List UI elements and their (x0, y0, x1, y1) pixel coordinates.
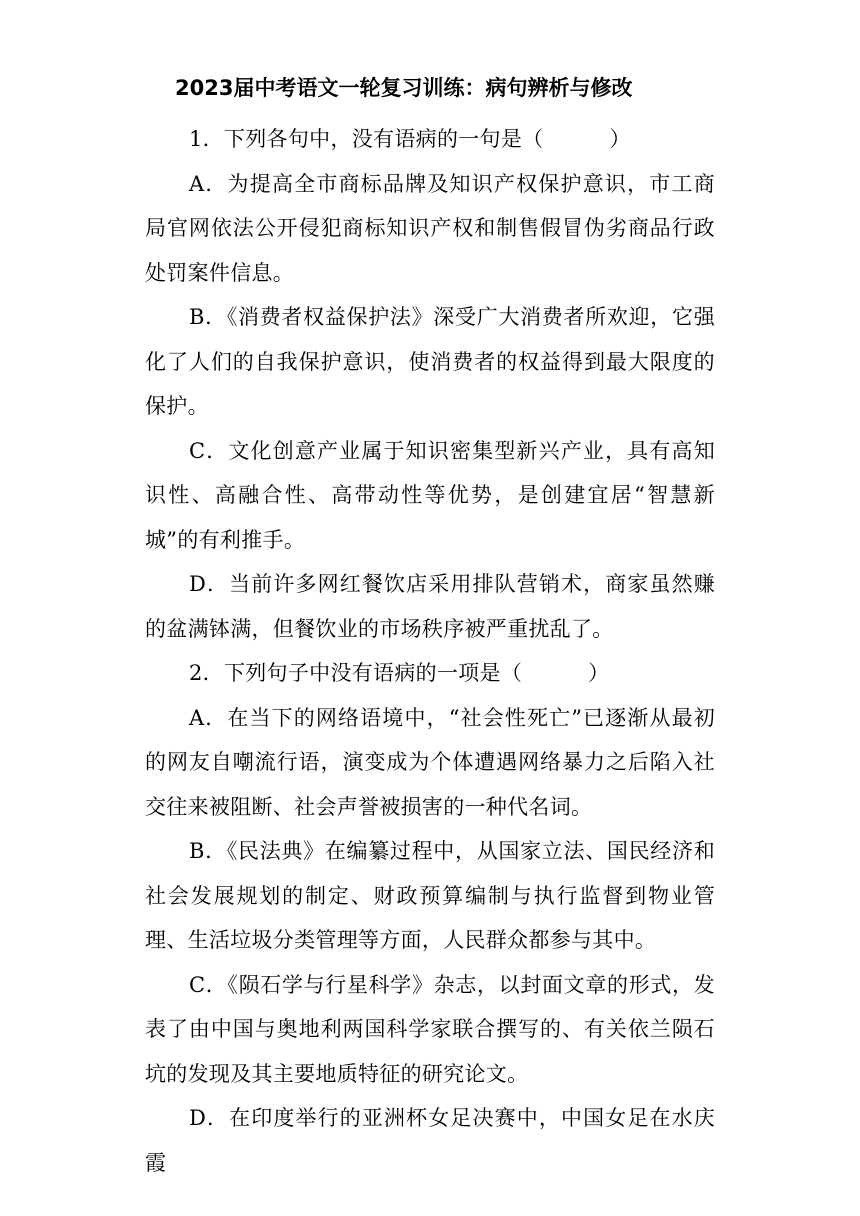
option-b: B．《消费者权益保护法》深受广大消费者所欢迎，它强化了人们的自我保护意识，使消费者的权益得到最大限度的保护。 (145, 305, 715, 418)
option-a: A．在当下的网络语境中，“社会性死亡”已逐渐从最初的网友自嘲流行语，演变成为个体遭遇网络暴力之后陷入社交往来被阻断、社会声誉被损害的一种代名词。 (145, 705, 715, 819)
document-title: 2023届中考语文一轮复习训练：病句辨析与修改 (175, 76, 633, 100)
question-stem (145, 117, 715, 162)
question-stem-end: ） (588, 661, 610, 685)
question-stem-text: 1．下列各句中，没有语病的一句是（ (189, 127, 544, 151)
question-stem-text: 2．下列句子中没有语病的一项是（ (189, 661, 523, 685)
option-d: D．在印度举行的亚洲杯女足决赛中，中国女足在水庆霞 (145, 1106, 715, 1175)
option-b: B．《民法典》在编纂过程中，从国家立法、国民经济和社会发展规划的制定、财政预算编制与执行监督到物业管理、生活垃圾分类管理等方面，人民群众都参与其中。 (145, 839, 715, 952)
question-1 (145, 117, 715, 651)
option-c: C．文化创意产业属于知识密集型新兴产业，具有高知识性、高融合性、高带动性等优势，是创建宜居“智慧新城”的有利推手。 (145, 438, 715, 552)
question-2 (145, 651, 715, 1185)
question-stem (145, 651, 715, 696)
option-c: C．《陨石学与行星科学》杂志，以封面文章的形式，发表了由中国与奥地利两国科学家联合撰写的、有关依兰陨石坑的发现及其主要地质特征的研究论文。 (145, 972, 715, 1086)
question-stem-end: ） (609, 127, 631, 151)
option-a: A．为提高全市商标品牌及知识产权保护意识，市工商局官网依法公开侵犯商标知识产权和制售假冒伪劣商品行政处罚案件信息。 (145, 171, 715, 285)
option-d: D．当前许多网红餐饮店采用排队营销术，商家虽然赚的盆满钵满，但餐饮业的市场秩序被严重扰乱了。 (145, 572, 715, 641)
